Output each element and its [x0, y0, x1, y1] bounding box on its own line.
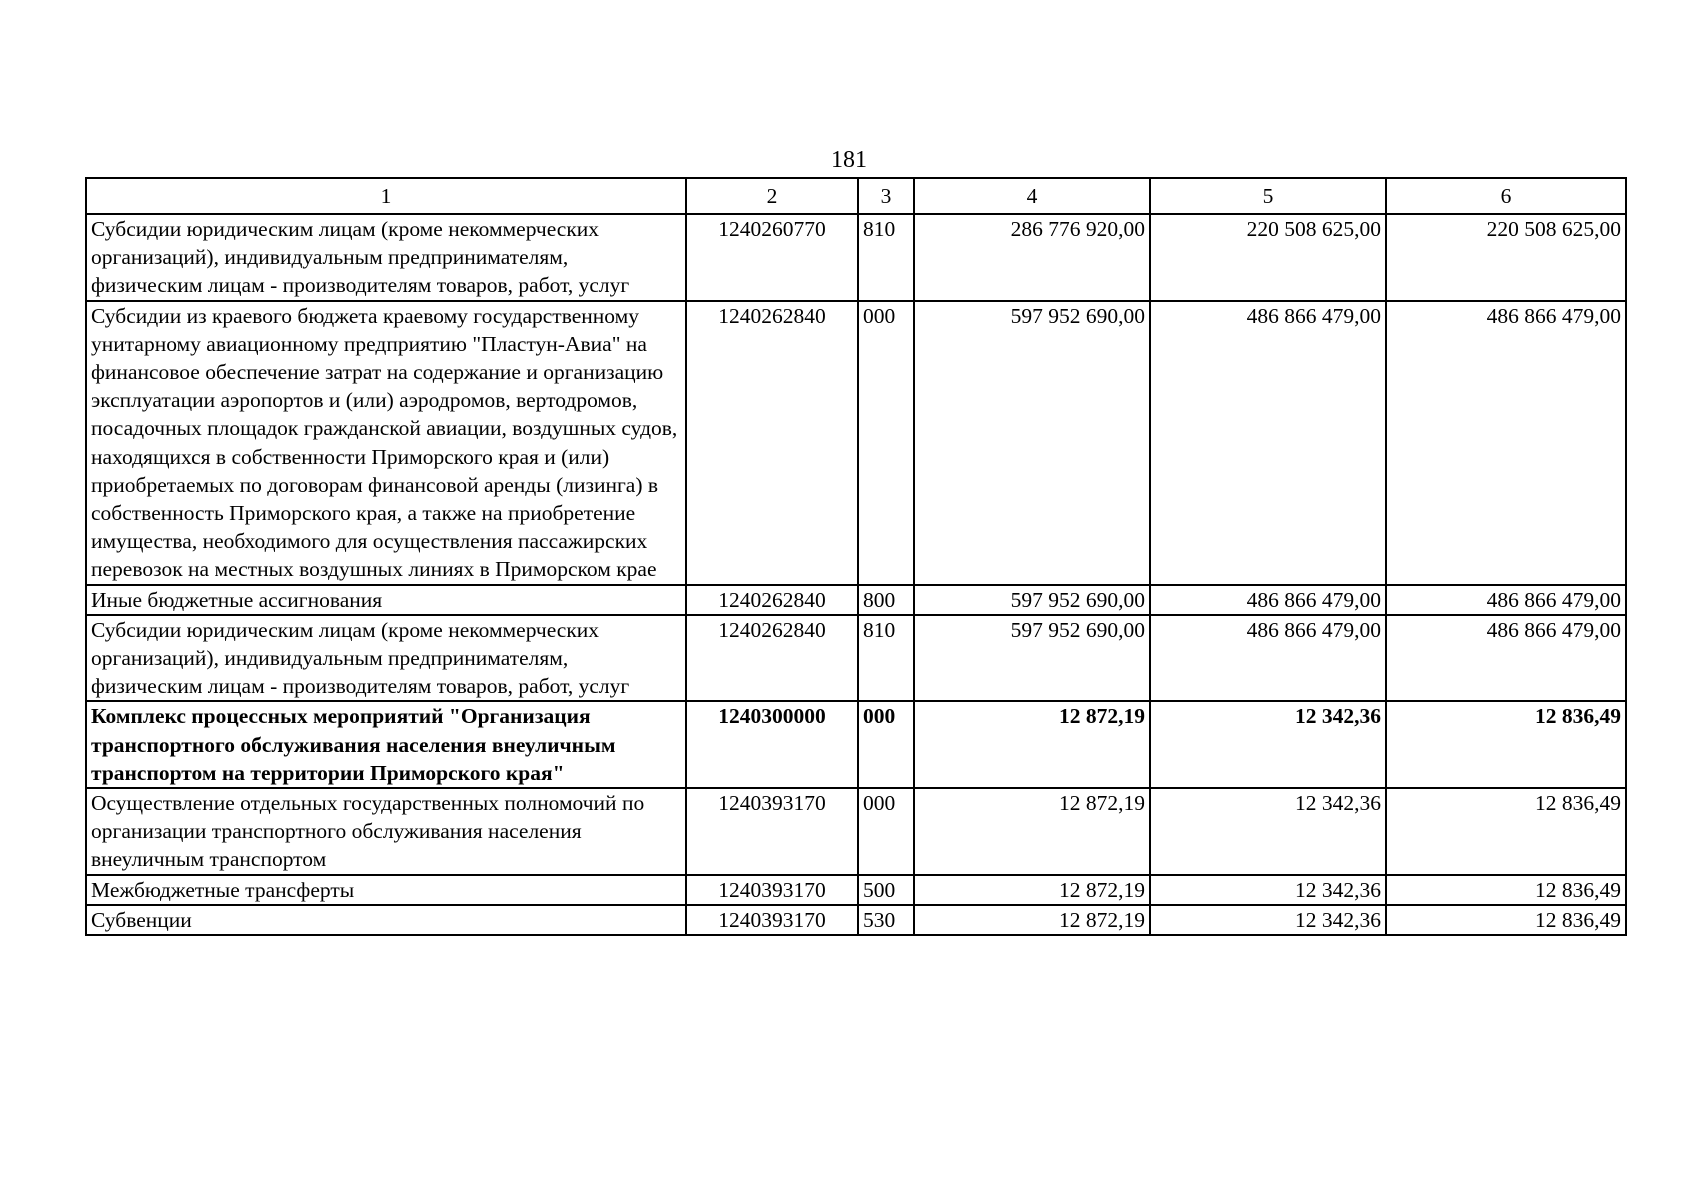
row-value-5: 486 866 479,00 [1150, 615, 1386, 702]
row-type: 800 [858, 585, 914, 615]
row-value-6: 12 836,49 [1386, 788, 1626, 875]
page-number: 181 [831, 147, 867, 173]
row-code: 1240260770 [686, 214, 858, 301]
table-row [86, 214, 1626, 301]
row-value-4: 12 872,19 [914, 788, 1150, 875]
column-header-5: 5 [1150, 178, 1386, 214]
row-type: 000 [858, 788, 914, 875]
row-name: Субсидии из краевого бюджета краевому государственному унитарному авиационному предприятию "Пластун-Авиа" на финансовое обеспечение затрат на содержание и организацию эксплуатации аэропортов и (или) аэродромов, вертодромов, посадочных площадок гражданской авиации, воздушных судов, находящихся в собственности Приморского края и (или) приобретаемых по договорам финансовой аренды (лизинга) в собственность Приморского края, а также на приобретение имущества, необходимого для осуществления пассажирских перевозок на местных воздушных линиях в Приморском крае [86, 301, 686, 585]
row-code: 1240262840 [686, 615, 858, 702]
row-name: Осуществление отдельных государственных полномочий по организации транспортного обслуживания населения внеуличным транспортом [86, 788, 686, 875]
column-header-2: 2 [686, 178, 858, 214]
row-type: 810 [858, 214, 914, 301]
row-name: Субсидии юридическим лицам (кроме некоммерческих организаций), индивидуальным предпринимателям, физическим лицам - производителям товаров, работ, услуг [86, 615, 686, 702]
row-name: Межбюджетные трансферты [86, 875, 686, 905]
row-type: 810 [858, 615, 914, 702]
column-header-1: 1 [86, 178, 686, 214]
row-name: Иные бюджетные ассигнования [86, 585, 686, 615]
row-code: 1240262840 [686, 301, 858, 585]
row-name: Субсидии юридическим лицам (кроме некоммерческих организаций), индивидуальным предпринимателям, физическим лицам - производителям товаров, работ, услуг [86, 214, 686, 301]
row-code: 1240300000 [686, 701, 858, 788]
row-value-4: 597 952 690,00 [914, 615, 1150, 702]
header-row [86, 178, 1626, 214]
column-header-3: 3 [858, 178, 914, 214]
row-value-6: 220 508 625,00 [1386, 214, 1626, 301]
row-value-6: 12 836,49 [1386, 875, 1626, 905]
row-value-6: 12 836,49 [1386, 701, 1626, 788]
row-value-5: 486 866 479,00 [1150, 301, 1386, 585]
row-type: 530 [858, 905, 914, 935]
row-code: 1240393170 [686, 788, 858, 875]
table-row [86, 615, 1626, 702]
row-value-6: 486 866 479,00 [1386, 301, 1626, 585]
row-type: 000 [858, 301, 914, 585]
row-value-5: 12 342,36 [1150, 875, 1386, 905]
budget-table [85, 177, 1627, 936]
row-type: 500 [858, 875, 914, 905]
table-row [86, 301, 1626, 585]
row-value-6: 12 836,49 [1386, 905, 1626, 935]
row-value-5: 220 508 625,00 [1150, 214, 1386, 301]
table-row [86, 788, 1626, 875]
row-code: 1240393170 [686, 905, 858, 935]
row-value-4: 286 776 920,00 [914, 214, 1150, 301]
table-row [86, 905, 1626, 935]
row-value-4: 12 872,19 [914, 905, 1150, 935]
row-value-4: 12 872,19 [914, 701, 1150, 788]
row-value-4: 597 952 690,00 [914, 585, 1150, 615]
table-row-section [86, 701, 1626, 788]
row-name: Субвенции [86, 905, 686, 935]
row-type: 000 [858, 701, 914, 788]
row-code: 1240262840 [686, 585, 858, 615]
column-header-4: 4 [914, 178, 1150, 214]
row-value-5: 486 866 479,00 [1150, 585, 1386, 615]
row-name: Комплекс процессных мероприятий "Организация транспортного обслуживания населения внеуличным транспортом на территории Приморского края" [86, 701, 686, 788]
row-value-4: 597 952 690,00 [914, 301, 1150, 585]
column-header-6: 6 [1386, 178, 1626, 214]
table-row [86, 875, 1626, 905]
row-value-5: 12 342,36 [1150, 905, 1386, 935]
row-value-5: 12 342,36 [1150, 701, 1386, 788]
row-value-4: 12 872,19 [914, 875, 1150, 905]
row-value-6: 486 866 479,00 [1386, 585, 1626, 615]
table-row [86, 585, 1626, 615]
row-code: 1240393170 [686, 875, 858, 905]
row-value-5: 12 342,36 [1150, 788, 1386, 875]
row-value-6: 486 866 479,00 [1386, 615, 1626, 702]
